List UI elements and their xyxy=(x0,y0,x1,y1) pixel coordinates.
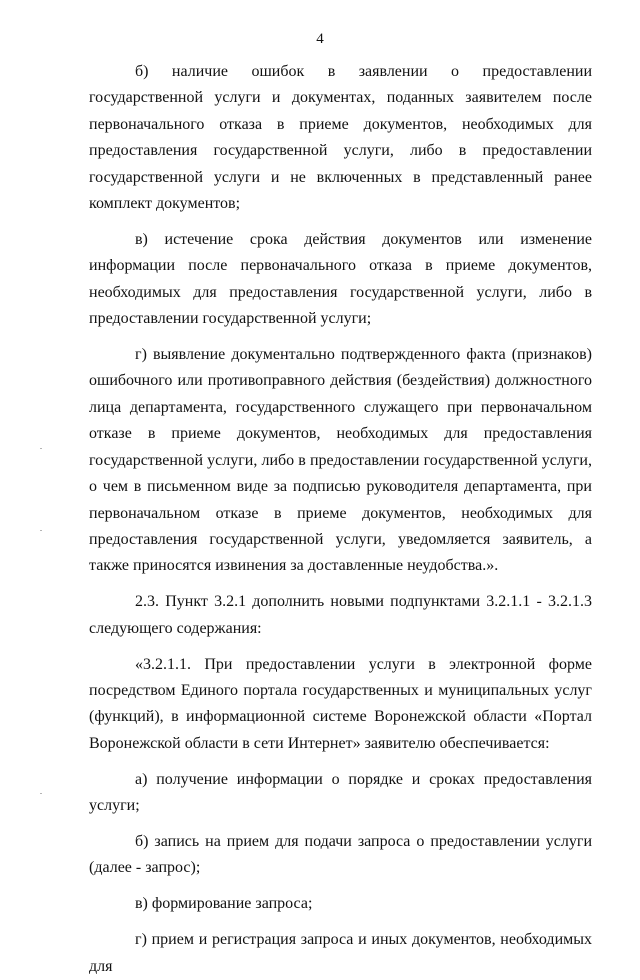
paragraph-clause-2-3: 2.3. Пункт 3.2.1 дополнить новыми подпунктами 3.2.1.1 - 3.2.1.3 следующего содержания: xyxy=(89,593,592,637)
list-item-v: в) формирование запроса; xyxy=(135,895,313,913)
paragraph-subclause-3-2-1-1: «3.2.1.1. При предоставлении услуги в электронной форме посредством Единого портала государственных и муниципальных услуг (функций), в информационной системе Воронежской области «Портал Воронежской области в сети Интернет» заявителю обеспечивается: xyxy=(89,655,592,752)
document-body xyxy=(89,59,592,980)
paragraph-item-b: б) наличие ошибок в заявлении о предоставлении государственной услуги и документах, поданных заявителем после первоначального отказа в приеме документов, необходимых для предоставления государственной услуги, либо в предоставлении государственной услуги и не включенных в представленный ранее комплект документов; xyxy=(89,63,592,213)
paragraph-item-v: в) истечение срока действия документов или изменение информации после первоначального отказа в приеме документов, необходимых для предоставления государственной услуги, либо в предоставлении государственной услуги; xyxy=(89,230,592,328)
list-item-g: г) прием и регистрация запроса и иных документов, необходимых для xyxy=(89,931,592,975)
margin-mark xyxy=(40,793,42,794)
paragraph-item-g: г) выявление документально подтвержденного факта (признаков) ошибочного или противоправного действия (бездействия) должностного лица департамента, государственного служащего при первоначальном отказе в приеме документов, необходимых для предоставления государственной услуги, либо в предоставлении государственной услуги, о чем в письменном виде за подписью руководителя департамента, при первоначальном отказе в приеме документов, необходимых для предоставления государственной услуги, уведомляется заявитель, а также приносятся извинения за доставленные неудобства.». xyxy=(89,346,592,575)
page-number: 4 xyxy=(316,31,324,47)
list-item-b: б) запись на прием для подачи запроса о предоставлении услуги (далее - запрос); xyxy=(89,832,592,877)
margin-mark xyxy=(40,530,42,531)
list-item-a: а) получение информации о порядке и сроках предоставления услуги; xyxy=(89,770,592,815)
margin-mark xyxy=(40,448,42,449)
